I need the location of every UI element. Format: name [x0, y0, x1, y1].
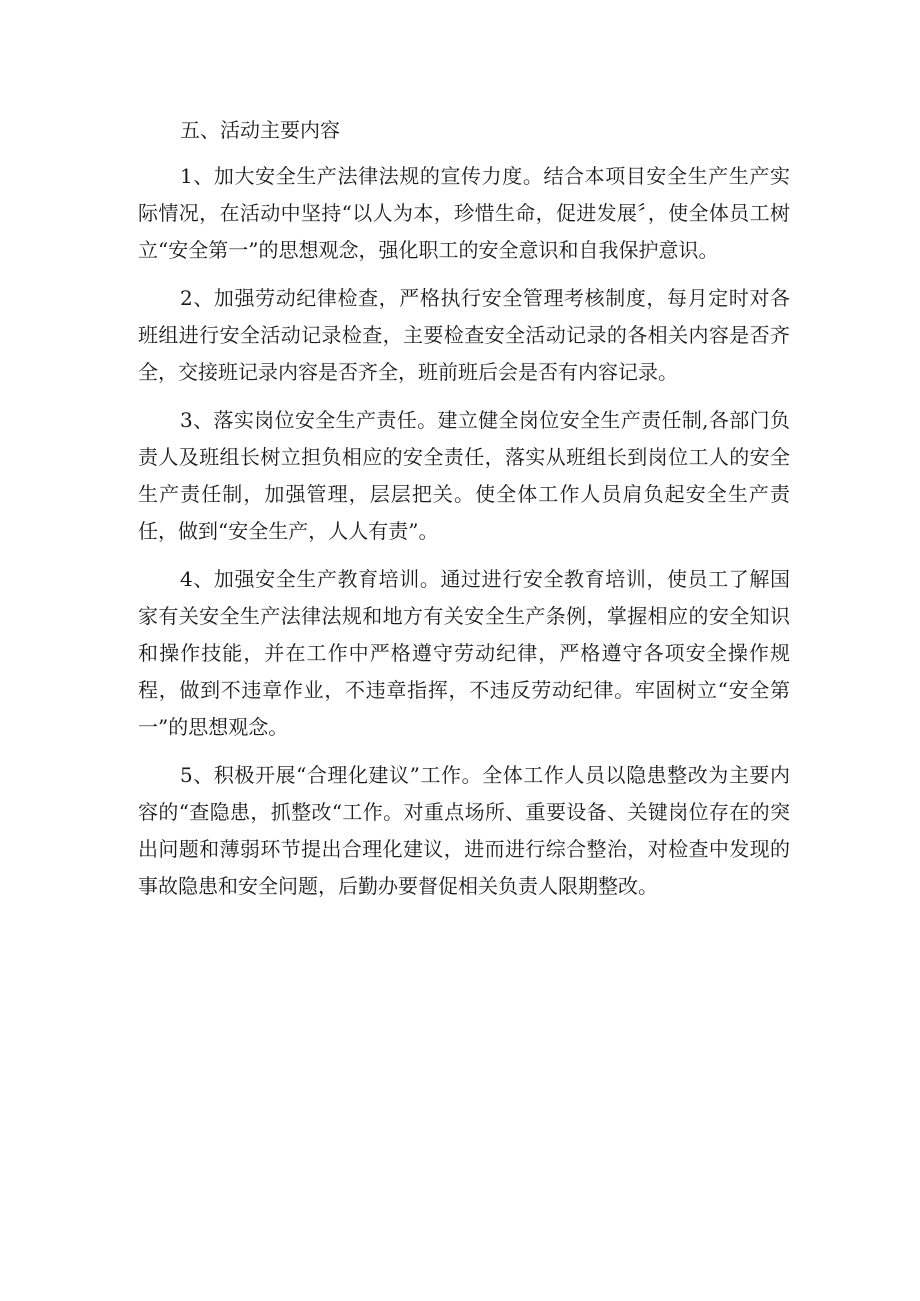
paragraph-1: 1、加大安全生产法律法规的宣传力度。结合本项目安全生产生产实际情况，在活动中坚持“以人为本，珍惜生命，促进发展〞，使全体员工树立“安全第一”的思想观念，强化职工的安全意识和自我保护意识。 — [138, 164, 790, 262]
paragraph-5: 5、积极开展“合理化建议”工作。全体工作人员以隐患整改为主要内容的“查隐患，抓整改“工作。对重点场所、重要设备、关键岗位存在的突出问题和薄弱环节提出合理化建议，进而进行综合整治，对检查中发现的事故隐患和安全问题，后勤办要督促相关负责人限期整改。 — [138, 763, 790, 898]
section-heading: 五、活动主要内容 — [180, 118, 340, 142]
paragraph-3: 3、落实岗位安全生产责任。建立健全岗位安全生产责任制,各部门负责人及班组长树立担负相应的安全责任，落实从班组长到岗位工人的安全生产责任制，加强管理，层层把关。使全体工作人员肩负起安全生产责任，做到“安全生产，人人有责”。 — [138, 408, 790, 543]
document-body — [138, 112, 790, 905]
paragraph-2: 2、加强劳动纪律检查，严格执行安全管理考核制度，每月定时对各班组进行安全活动记录检查，主要检查安全活动记录的各相关内容是否齐全，交接班记录内容是否齐全，班前班后会是否有内容记录。 — [138, 286, 790, 384]
paragraph-4: 4、加强安全生产教育培训。通过进行安全教育培训，使员工了解国家有关安全生产法律法规和地方有关安全生产条例，掌握相应的安全知识和操作技能，并在工作中严格遵守劳动纪律，严格遵守各项安全操作规程，做到不违章作业，不违章指挥，不违反劳动纪律。牢固树立“安全第一”的思想观念。 — [138, 567, 790, 739]
